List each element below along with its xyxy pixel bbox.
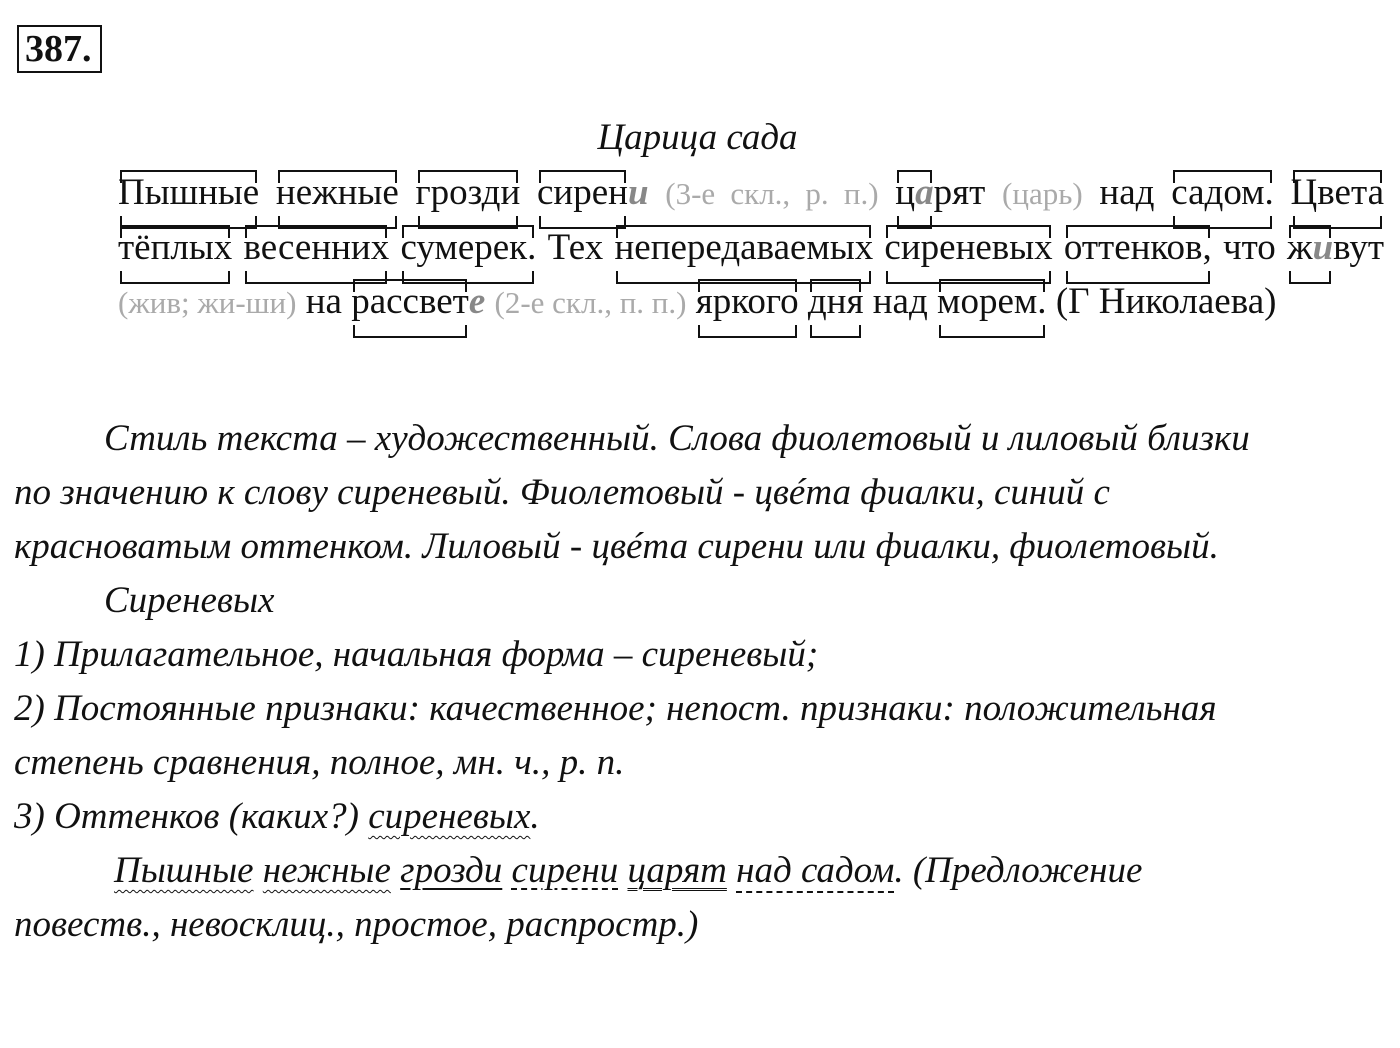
word-root xyxy=(1287,229,1333,266)
grammar-note: (жив; жи-ши) xyxy=(118,285,297,320)
attribute-word: сиреневых xyxy=(368,796,531,837)
object-word: сирени xyxy=(511,850,619,891)
text-title: Царица сада xyxy=(597,117,798,158)
word-root: яркого xyxy=(695,281,799,322)
attribute-word: нежные xyxy=(262,850,391,891)
word-root: Пышные xyxy=(118,172,260,213)
word-root: Цвета xyxy=(1290,172,1384,213)
word-root xyxy=(895,174,933,211)
word-part: вут xyxy=(1333,227,1385,268)
word: над xyxy=(1099,172,1155,213)
word: на xyxy=(305,281,342,322)
grammar-note: (царь) xyxy=(1002,176,1083,211)
word: Николаева) xyxy=(1098,281,1277,322)
word: (Г xyxy=(1055,281,1090,322)
word-root: грозди xyxy=(415,172,521,213)
analysis-line: 2) Постоянные признаки: качественное; непост. признаки: положительная xyxy=(14,688,1217,729)
exercise-text xyxy=(14,166,1384,330)
word-ending: е xyxy=(468,281,486,322)
analysis-line: повеств., невосклиц., простое, распростр.) xyxy=(14,904,699,945)
analysis-block xyxy=(14,412,1389,952)
analysis-line: степень сравнения, полное, мн. ч., р. п. xyxy=(14,742,625,783)
analysis-text: . xyxy=(530,796,540,837)
analysis-line xyxy=(14,790,1389,844)
word-root: садом. xyxy=(1171,172,1274,213)
word: что xyxy=(1222,227,1276,268)
word-root: сирен xyxy=(536,172,628,213)
predicate-word: царят xyxy=(627,850,727,891)
word-part: рят xyxy=(933,172,986,213)
analysis-line: красноватым оттенком. Лиловый - цвéта сирени или фиалки, фиолетовый. xyxy=(14,526,1219,567)
word-root: нежные xyxy=(275,172,399,213)
word-root: тёплых xyxy=(118,227,233,268)
word-root: оттенков, xyxy=(1063,227,1212,268)
word-ending: и xyxy=(627,172,649,213)
word: над xyxy=(872,281,928,322)
word-part: ц xyxy=(895,172,916,213)
word-root: морем. xyxy=(937,281,1047,322)
subject-word: грозди xyxy=(400,850,503,891)
word-root: рассвет xyxy=(351,281,469,322)
analysis-line: по значению к слову сиреневый. Фиолетовый - цвéта фиалки, синий с xyxy=(14,472,1110,513)
word-root: весенних xyxy=(243,227,390,268)
analysis-line: Стиль текста – художественный. Слова фиолетовый и лиловый близки xyxy=(104,418,1250,459)
attribute-word: Пышные xyxy=(114,850,254,891)
analysis-text: . (Предложение xyxy=(894,850,1143,891)
word-root: непередаваемых xyxy=(614,227,874,268)
parsed-sentence xyxy=(14,844,1389,898)
exercise-number: 387. xyxy=(17,25,102,73)
word-part: ж xyxy=(1286,227,1313,268)
analysis-heading: Сиреневых xyxy=(104,580,275,621)
grammar-note: (3-е скл., р. п.) xyxy=(665,176,879,211)
word-root: сумерек. xyxy=(400,227,537,268)
grammar-note: (2-е скл., п. п.) xyxy=(494,285,687,320)
vowel-letter: и xyxy=(1312,227,1334,268)
word: Тех xyxy=(547,227,604,268)
vowel-letter: а xyxy=(915,172,934,213)
word-root: дня xyxy=(807,281,864,322)
word-root: сиреневых xyxy=(884,227,1053,268)
analysis-line: 1) Прилагательное, начальная форма – сиреневый; xyxy=(14,634,819,675)
analysis-text: 3) Оттенков (каких?) xyxy=(14,796,359,837)
adverbial-phrase: над садом xyxy=(736,850,895,891)
